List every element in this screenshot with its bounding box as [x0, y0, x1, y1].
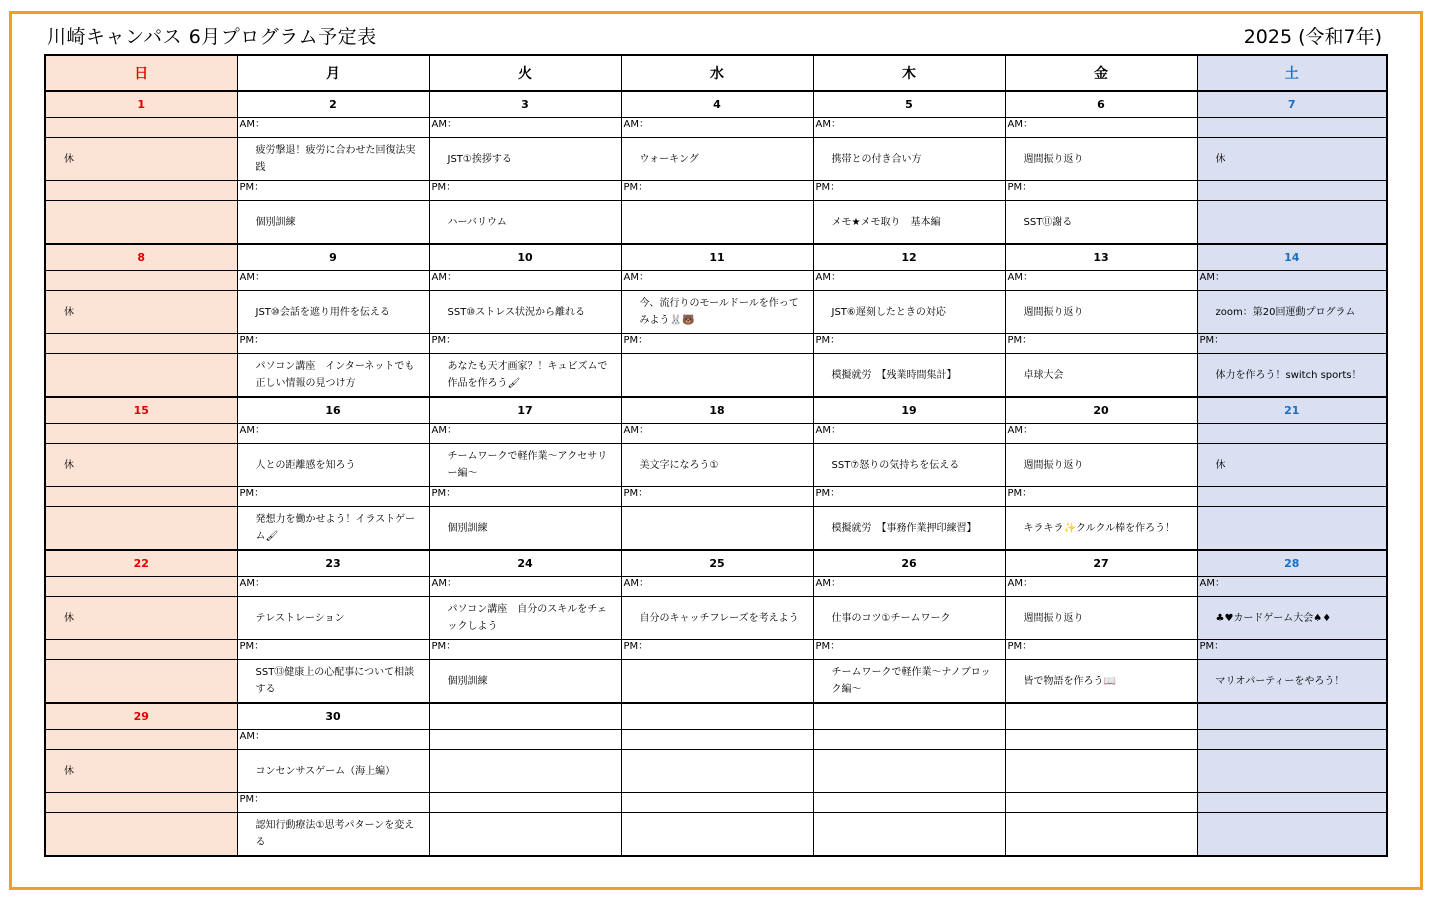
- am-activity: [813, 597, 1005, 640]
- week-1-am-row: [45, 138, 1387, 181]
- weekday-mon: 月: [237, 55, 429, 91]
- weekday-fri: 金: [1005, 55, 1197, 91]
- pm-activity: [237, 201, 429, 245]
- pm-label: PM：: [813, 640, 1005, 660]
- pm-label: [1005, 793, 1197, 813]
- pm-activity: [1005, 660, 1197, 704]
- pm-activity-text: 発想力を働かせよう！イラストゲーム🖌: [255, 514, 415, 542]
- am-activity: [1005, 138, 1197, 181]
- pm-activity: [45, 660, 237, 704]
- am-activity: [45, 444, 237, 487]
- date-cell: 13: [1005, 244, 1197, 271]
- date-cell: 6: [1005, 91, 1197, 118]
- week-1-pm-row: [45, 201, 1387, 245]
- pm-label: PM：: [1005, 181, 1197, 201]
- am-activity: [813, 444, 1005, 487]
- am-activity-text: ウォーキング: [639, 153, 699, 165]
- am-activity: [45, 750, 237, 793]
- am-activity-text: 週間振り返り: [1023, 459, 1084, 471]
- am-activity-text: ♣♥カードゲーム大会♠♦: [1215, 612, 1332, 624]
- am-label: [45, 271, 237, 291]
- am-label: AM：: [237, 118, 429, 138]
- week-2-pm-label-row: [45, 334, 1387, 354]
- pm-label: PM：: [621, 487, 813, 507]
- pm-activity-text: マリオパーティーをやろう！: [1215, 675, 1345, 687]
- schedule-body: [45, 91, 1387, 856]
- am-label: [1197, 730, 1387, 750]
- am-label: AM：: [813, 118, 1005, 138]
- date-cell: 23: [237, 550, 429, 577]
- pm-label: [45, 487, 237, 507]
- am-activity-text: JST⑩会話を遮り用件を伝える: [255, 306, 390, 318]
- pm-label: [1197, 181, 1387, 201]
- date-cell: 3: [429, 91, 621, 118]
- pm-label: [45, 640, 237, 660]
- am-label: [813, 730, 1005, 750]
- am-label: AM：: [621, 118, 813, 138]
- am-activity: [621, 291, 813, 334]
- am-label: AM：: [429, 424, 621, 444]
- pm-activity: [621, 507, 813, 551]
- schedule-table: [44, 54, 1388, 857]
- pm-activity: [813, 660, 1005, 704]
- pm-activity: [1197, 813, 1387, 857]
- am-activity-text: JST⑥遅刻したときの対応: [831, 306, 946, 318]
- date-cell: [621, 703, 813, 730]
- am-label: [45, 424, 237, 444]
- week-4-dates-row: [45, 550, 1387, 577]
- pm-activity: [45, 354, 237, 398]
- pm-label: [1197, 793, 1387, 813]
- am-label: [45, 730, 237, 750]
- pm-activity: [621, 813, 813, 857]
- pm-activity: [45, 507, 237, 551]
- pm-activity: [1197, 201, 1387, 245]
- pm-activity-text: SST⑪謝る: [1023, 216, 1073, 228]
- am-activity: [1005, 291, 1197, 334]
- weekday-sat: 土: [1197, 55, 1387, 91]
- pm-label: [1197, 487, 1387, 507]
- date-cell: 28: [1197, 550, 1387, 577]
- date-cell: 25: [621, 550, 813, 577]
- pm-activity: [813, 354, 1005, 398]
- am-activity: [45, 138, 237, 181]
- pm-activity: [813, 813, 1005, 857]
- am-activity: [429, 597, 621, 640]
- week-2-dates-row: [45, 244, 1387, 271]
- am-activity: [1197, 597, 1387, 640]
- am-activity-text: 週間振り返り: [1023, 306, 1084, 318]
- pm-label: PM：: [621, 640, 813, 660]
- am-label: AM：: [429, 118, 621, 138]
- am-activity: [429, 291, 621, 334]
- pm-activity: [429, 660, 621, 704]
- am-activity-text: 休: [64, 765, 74, 777]
- date-cell: 19: [813, 397, 1005, 424]
- date-cell: [813, 703, 1005, 730]
- date-cell: [1197, 703, 1387, 730]
- week-3-dates-row: [45, 397, 1387, 424]
- am-activity: [1005, 750, 1197, 793]
- week-4-pm-row: [45, 660, 1387, 704]
- pm-label: PM：: [429, 181, 621, 201]
- pm-label: PM：: [429, 487, 621, 507]
- pm-label: PM：: [1005, 640, 1197, 660]
- am-activity: [1005, 597, 1197, 640]
- pm-label: [429, 793, 621, 813]
- am-activity-text: 人との距離感を知ろう: [255, 459, 356, 471]
- pm-activity: [237, 507, 429, 551]
- am-activity: [1197, 444, 1387, 487]
- year-label: 2025 (令和7年): [1243, 26, 1382, 48]
- week-2-pm-row: [45, 354, 1387, 398]
- am-activity: [813, 138, 1005, 181]
- pm-activity-text: あなたも天才画家？！キュビズムで作品を作ろう🖌: [447, 361, 608, 389]
- week-3-am-row: [45, 444, 1387, 487]
- pm-activity-text: メモ★メモ取り 基本編: [831, 216, 941, 228]
- date-cell: 17: [429, 397, 621, 424]
- pm-activity: [1197, 507, 1387, 551]
- pm-activity: [1005, 201, 1197, 245]
- week-4-am-row: [45, 597, 1387, 640]
- pm-activity: [621, 201, 813, 245]
- am-activity: [237, 750, 429, 793]
- pm-activity: [429, 354, 621, 398]
- am-label: [1197, 118, 1387, 138]
- date-cell: 7: [1197, 91, 1387, 118]
- am-label: AM：: [429, 577, 621, 597]
- am-activity: [45, 291, 237, 334]
- pm-label: PM：: [1005, 487, 1197, 507]
- am-activity: [621, 444, 813, 487]
- pm-label: PM：: [621, 334, 813, 354]
- pm-activity: [813, 201, 1005, 245]
- week-1-dates-row: [45, 91, 1387, 118]
- week-5-pm-label-row: [45, 793, 1387, 813]
- pm-activity-text: 模擬就労 【事務作業押印練習】: [831, 522, 977, 534]
- pm-label: PM：: [1197, 334, 1387, 354]
- pm-label: PM：: [813, 334, 1005, 354]
- pm-activity-text: ハーバリウム: [447, 216, 507, 228]
- pm-activity-text: 個別訓練: [255, 216, 296, 228]
- pm-label: PM：: [237, 640, 429, 660]
- weekday-tue: 火: [429, 55, 621, 91]
- am-activity: [237, 444, 429, 487]
- date-cell: 21: [1197, 397, 1387, 424]
- week-4-am-label-row: [45, 577, 1387, 597]
- date-cell: 24: [429, 550, 621, 577]
- date-cell: 2: [237, 91, 429, 118]
- am-activity-text: 週間振り返り: [1023, 612, 1084, 624]
- date-cell: 22: [45, 550, 237, 577]
- am-label: AM：: [813, 271, 1005, 291]
- pm-activity: [1005, 507, 1197, 551]
- am-activity-text: チームワークで軽作業～アクセサリー編～: [447, 451, 608, 479]
- am-activity-text: コンセンサスゲーム（海上編）: [255, 765, 396, 777]
- week-3-am-label-row: [45, 424, 1387, 444]
- am-label: AM：: [621, 271, 813, 291]
- am-activity: [1005, 444, 1197, 487]
- am-activity: [1197, 291, 1387, 334]
- date-cell: 4: [621, 91, 813, 118]
- pm-activity-text: パソコン講座 インターネットでも正しい情報の見つけ方: [255, 361, 415, 389]
- am-label: [1197, 424, 1387, 444]
- am-label: [45, 577, 237, 597]
- am-activity-text: 休: [64, 153, 74, 165]
- pm-activity-text: 体力を作ろう！switch sports！: [1215, 369, 1362, 381]
- week-5-dates-row: [45, 703, 1387, 730]
- pm-activity-text: キラキラ✨クルクル棒を作ろう！: [1023, 522, 1176, 534]
- date-cell: 26: [813, 550, 1005, 577]
- pm-activity: [429, 507, 621, 551]
- pm-activity: [45, 201, 237, 245]
- date-cell: 14: [1197, 244, 1387, 271]
- pm-activity: [621, 354, 813, 398]
- am-activity-text: パソコン講座 自分のスキルをチェックしよう: [447, 604, 607, 632]
- weekday-thu: 木: [813, 55, 1005, 91]
- pm-label: [621, 793, 813, 813]
- pm-activity: [237, 354, 429, 398]
- pm-label: PM：: [1005, 334, 1197, 354]
- pm-label: PM：: [237, 793, 429, 813]
- am-activity-text: 仕事のコツ①チームワーク: [831, 612, 951, 624]
- am-label: AM：: [1197, 271, 1387, 291]
- am-activity-text: JST①挨拶する: [447, 153, 512, 165]
- pm-label: PM：: [237, 181, 429, 201]
- am-label: AM：: [813, 424, 1005, 444]
- am-label: AM：: [237, 577, 429, 597]
- pm-activity: [1197, 354, 1387, 398]
- am-activity-text: SST⑦怒りの気持ちを伝える: [831, 459, 960, 471]
- pm-activity-text: チームワークで軽作業～ナノブロック編～: [831, 667, 991, 695]
- am-activity: [45, 597, 237, 640]
- pm-label: PM：: [1197, 640, 1387, 660]
- am-activity: [429, 750, 621, 793]
- week-2-am-label-row: [45, 271, 1387, 291]
- week-3-pm-row: [45, 507, 1387, 551]
- am-activity: [429, 444, 621, 487]
- pm-activity-text: SST⑬健康上の心配事について相談する: [255, 667, 415, 695]
- am-label: AM：: [1005, 424, 1197, 444]
- date-cell: 11: [621, 244, 813, 271]
- am-activity: [621, 597, 813, 640]
- week-5-am-label-row: [45, 730, 1387, 750]
- pm-label: PM：: [621, 181, 813, 201]
- am-activity: [621, 138, 813, 181]
- date-cell: 18: [621, 397, 813, 424]
- am-activity-text: 休: [64, 612, 74, 624]
- pm-activity: [429, 201, 621, 245]
- pm-activity: [1005, 354, 1197, 398]
- am-activity-text: テレストレーション: [255, 612, 345, 624]
- am-activity-text: 今、流行りのモールドールを作ってみよう🐰🐻: [639, 298, 799, 326]
- page-title: 川崎キャンパス 6月プログラム予定表: [47, 26, 377, 48]
- pm-activity: [45, 813, 237, 857]
- am-activity: [237, 138, 429, 181]
- date-cell: 8: [45, 244, 237, 271]
- am-activity-text: SST⑩ストレス状況から離れる: [447, 306, 585, 318]
- date-cell: 5: [813, 91, 1005, 118]
- week-5-am-row: [45, 750, 1387, 793]
- am-activity: [813, 750, 1005, 793]
- am-activity-text: 週間振り返り: [1023, 153, 1084, 165]
- am-label: AM：: [621, 424, 813, 444]
- pm-activity: [621, 660, 813, 704]
- am-label: AM：: [813, 577, 1005, 597]
- weekday-header-row: [45, 55, 1387, 91]
- week-3-pm-label-row: [45, 487, 1387, 507]
- am-label: AM：: [1005, 271, 1197, 291]
- pm-label: PM：: [237, 334, 429, 354]
- pm-label: [45, 334, 237, 354]
- date-cell: [1005, 703, 1197, 730]
- am-label: AM：: [237, 730, 429, 750]
- pm-activity-text: 模擬就労 【残業時間集計】: [831, 369, 957, 381]
- date-cell: 12: [813, 244, 1005, 271]
- date-cell: 10: [429, 244, 621, 271]
- pm-activity-text: 認知行動療法①思考パターンを変える: [255, 820, 415, 848]
- am-label: AM：: [1005, 577, 1197, 597]
- pm-activity: [1005, 813, 1197, 857]
- am-activity: [813, 291, 1005, 334]
- date-cell: [429, 703, 621, 730]
- am-activity-text: 疲労撃退！疲労に合わせた回復法実践: [255, 145, 416, 173]
- am-activity: [1197, 750, 1387, 793]
- am-activity: [237, 291, 429, 334]
- am-activity: [621, 750, 813, 793]
- pm-label: [45, 181, 237, 201]
- pm-label: [45, 793, 237, 813]
- am-label: [621, 730, 813, 750]
- am-activity-text: 休: [1215, 153, 1226, 165]
- pm-label: PM：: [813, 487, 1005, 507]
- pm-label: [813, 793, 1005, 813]
- date-cell: 15: [45, 397, 237, 424]
- am-activity-text: 休: [64, 306, 74, 318]
- am-activity-text: zoom：第20回運動プログラム: [1215, 306, 1356, 318]
- date-cell: 29: [45, 703, 237, 730]
- pm-activity-text: 個別訓練: [447, 522, 488, 534]
- pm-activity-text: 卓球大会: [1023, 369, 1064, 381]
- pm-label: PM：: [237, 487, 429, 507]
- am-activity: [237, 597, 429, 640]
- am-label: AM：: [1197, 577, 1387, 597]
- am-label: AM：: [1005, 118, 1197, 138]
- pm-activity: [429, 813, 621, 857]
- am-activity: [429, 138, 621, 181]
- am-activity-text: 休: [1215, 459, 1226, 471]
- week-4-pm-label-row: [45, 640, 1387, 660]
- pm-activity: [237, 660, 429, 704]
- week-1-am-label-row: [45, 118, 1387, 138]
- am-label: [1005, 730, 1197, 750]
- date-cell: 20: [1005, 397, 1197, 424]
- pm-label: PM：: [813, 181, 1005, 201]
- date-cell: 16: [237, 397, 429, 424]
- am-label: [45, 118, 237, 138]
- am-activity-text: 自分のキャッチフレーズを考えよう: [639, 612, 799, 624]
- date-cell: 27: [1005, 550, 1197, 577]
- date-cell: 1: [45, 91, 237, 118]
- pm-label: PM：: [429, 640, 621, 660]
- pm-label: PM：: [429, 334, 621, 354]
- week-1-pm-label-row: [45, 181, 1387, 201]
- pm-activity: [813, 507, 1005, 551]
- am-label: AM：: [237, 424, 429, 444]
- week-5-pm-row: [45, 813, 1387, 857]
- am-label: AM：: [429, 271, 621, 291]
- weekday-wed: 水: [621, 55, 813, 91]
- am-activity-text: 休: [64, 459, 74, 471]
- pm-activity: [237, 813, 429, 857]
- date-cell: 30: [237, 703, 429, 730]
- pm-activity-text: 個別訓練: [447, 675, 488, 687]
- am-activity-text: 美文字になろう①: [639, 459, 719, 471]
- pm-activity-text: 皆で物語を作ろう📖: [1023, 675, 1116, 687]
- weekday-sun: 日: [45, 55, 237, 91]
- am-label: AM：: [621, 577, 813, 597]
- am-label: AM：: [237, 271, 429, 291]
- week-2-am-row: [45, 291, 1387, 334]
- am-activity-text: 携帯との付き合い方: [831, 153, 922, 165]
- am-activity: [1197, 138, 1387, 181]
- am-label: [429, 730, 621, 750]
- pm-activity: [1197, 660, 1387, 704]
- date-cell: 9: [237, 244, 429, 271]
